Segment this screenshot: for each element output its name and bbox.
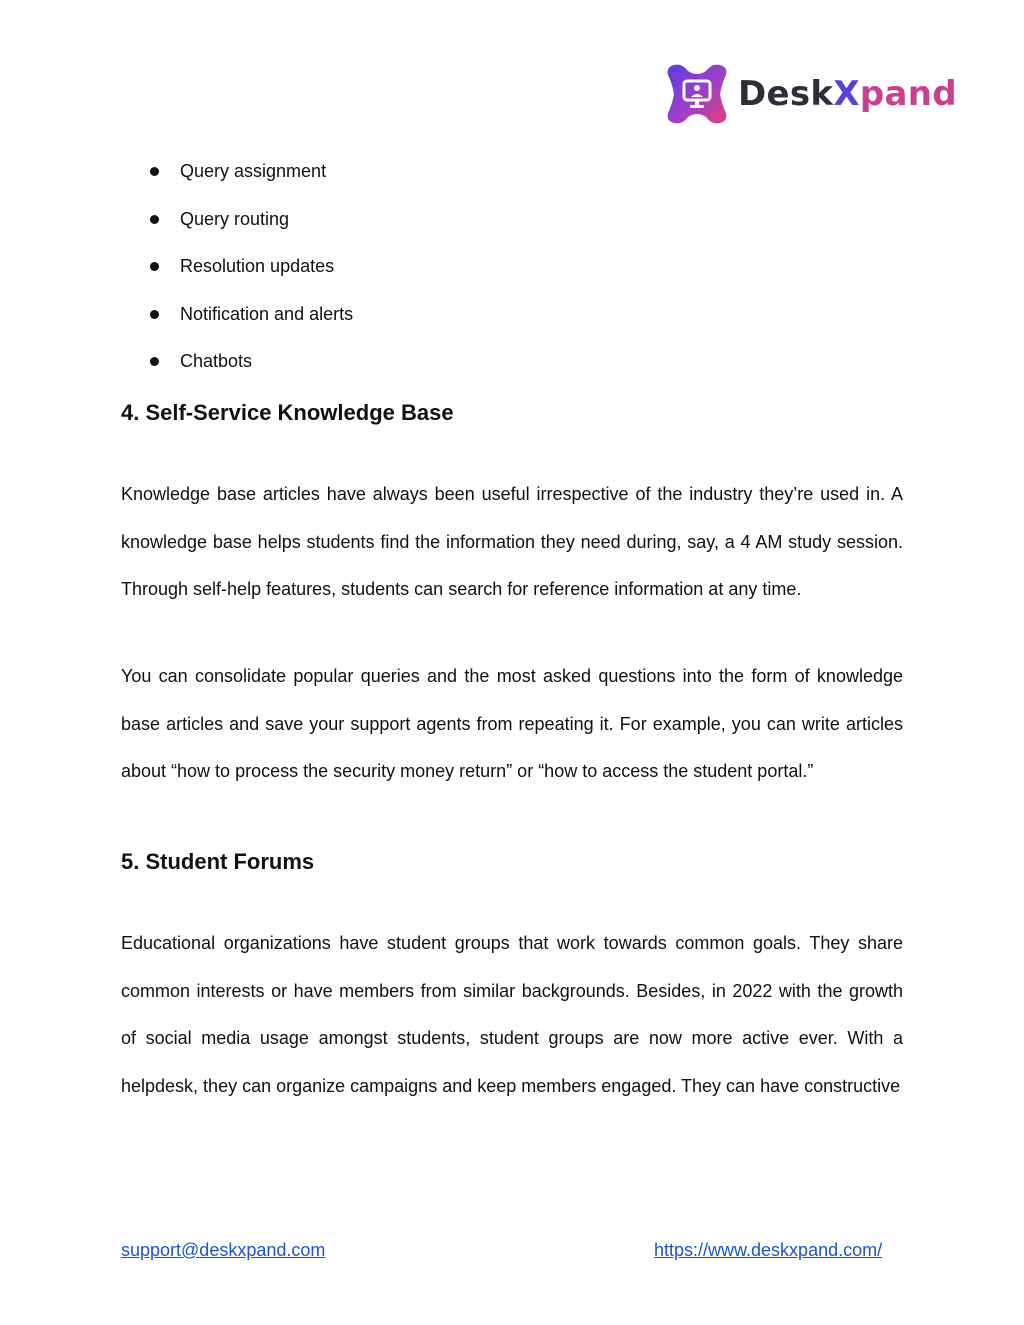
list-item (150, 206, 353, 254)
brand-logo (664, 60, 957, 128)
section-heading-knowledge-base: 4. Self-Service Knowledge Base (121, 400, 454, 425)
brand-name-desk: Desk (738, 74, 834, 114)
knowledge-base-paragraph-2: You can consolidate popular queries and the most asked questions into the form of knowledge base articles and save your support agents from repeating it. For example, you can write articles about “how to process the security money return” or “how to access the student portal.” (121, 666, 903, 782)
list-item (150, 253, 353, 301)
list-item (150, 158, 353, 206)
student-forums-paragraph: Educational organizations have student groups that work towards common goals. They share common interests or have members from similar backgrounds. Besides, in 2022 with the growth of social media usage amongst students, student groups are now more active ever. With a helpdesk, they can organize campaigns and keep members engaged. They can have constructive (121, 933, 903, 1096)
brand-name-pand: pand (859, 74, 957, 114)
bullet-icon (150, 215, 159, 224)
list-item-text: Query assignment (180, 161, 327, 181)
knowledge-base-paragraph-1: Knowledge base articles have always been useful irrespective of the industry they’re used in. A knowledge base helps students find the information they need during, say, a 4 AM study session. Through self-help features, students can search for reference information at any time. (121, 484, 903, 600)
brand-name-x: X (833, 74, 860, 114)
list-item-text: Chatbots (180, 351, 253, 372)
bullet-icon (150, 310, 159, 319)
list-item (150, 348, 353, 396)
list-item (150, 301, 353, 349)
list-item-text: Resolution updates (180, 256, 335, 277)
feature-bullet-list (150, 158, 353, 396)
bullet-icon (150, 262, 159, 271)
list-item-text: Notification and alerts (180, 303, 354, 324)
website-link[interactable]: https://www.deskxpand.com/ (654, 1240, 883, 1260)
bullet-icon (150, 167, 159, 176)
section-heading-student-forums: 5. Student Forums (121, 849, 315, 874)
bullet-icon (150, 357, 159, 366)
brand-name (738, 74, 957, 114)
list-item-text: Query routing (180, 208, 290, 229)
deskxpand-logo-icon (664, 61, 730, 127)
support-email-link[interactable]: support@deskxpand.com (121, 1240, 326, 1260)
